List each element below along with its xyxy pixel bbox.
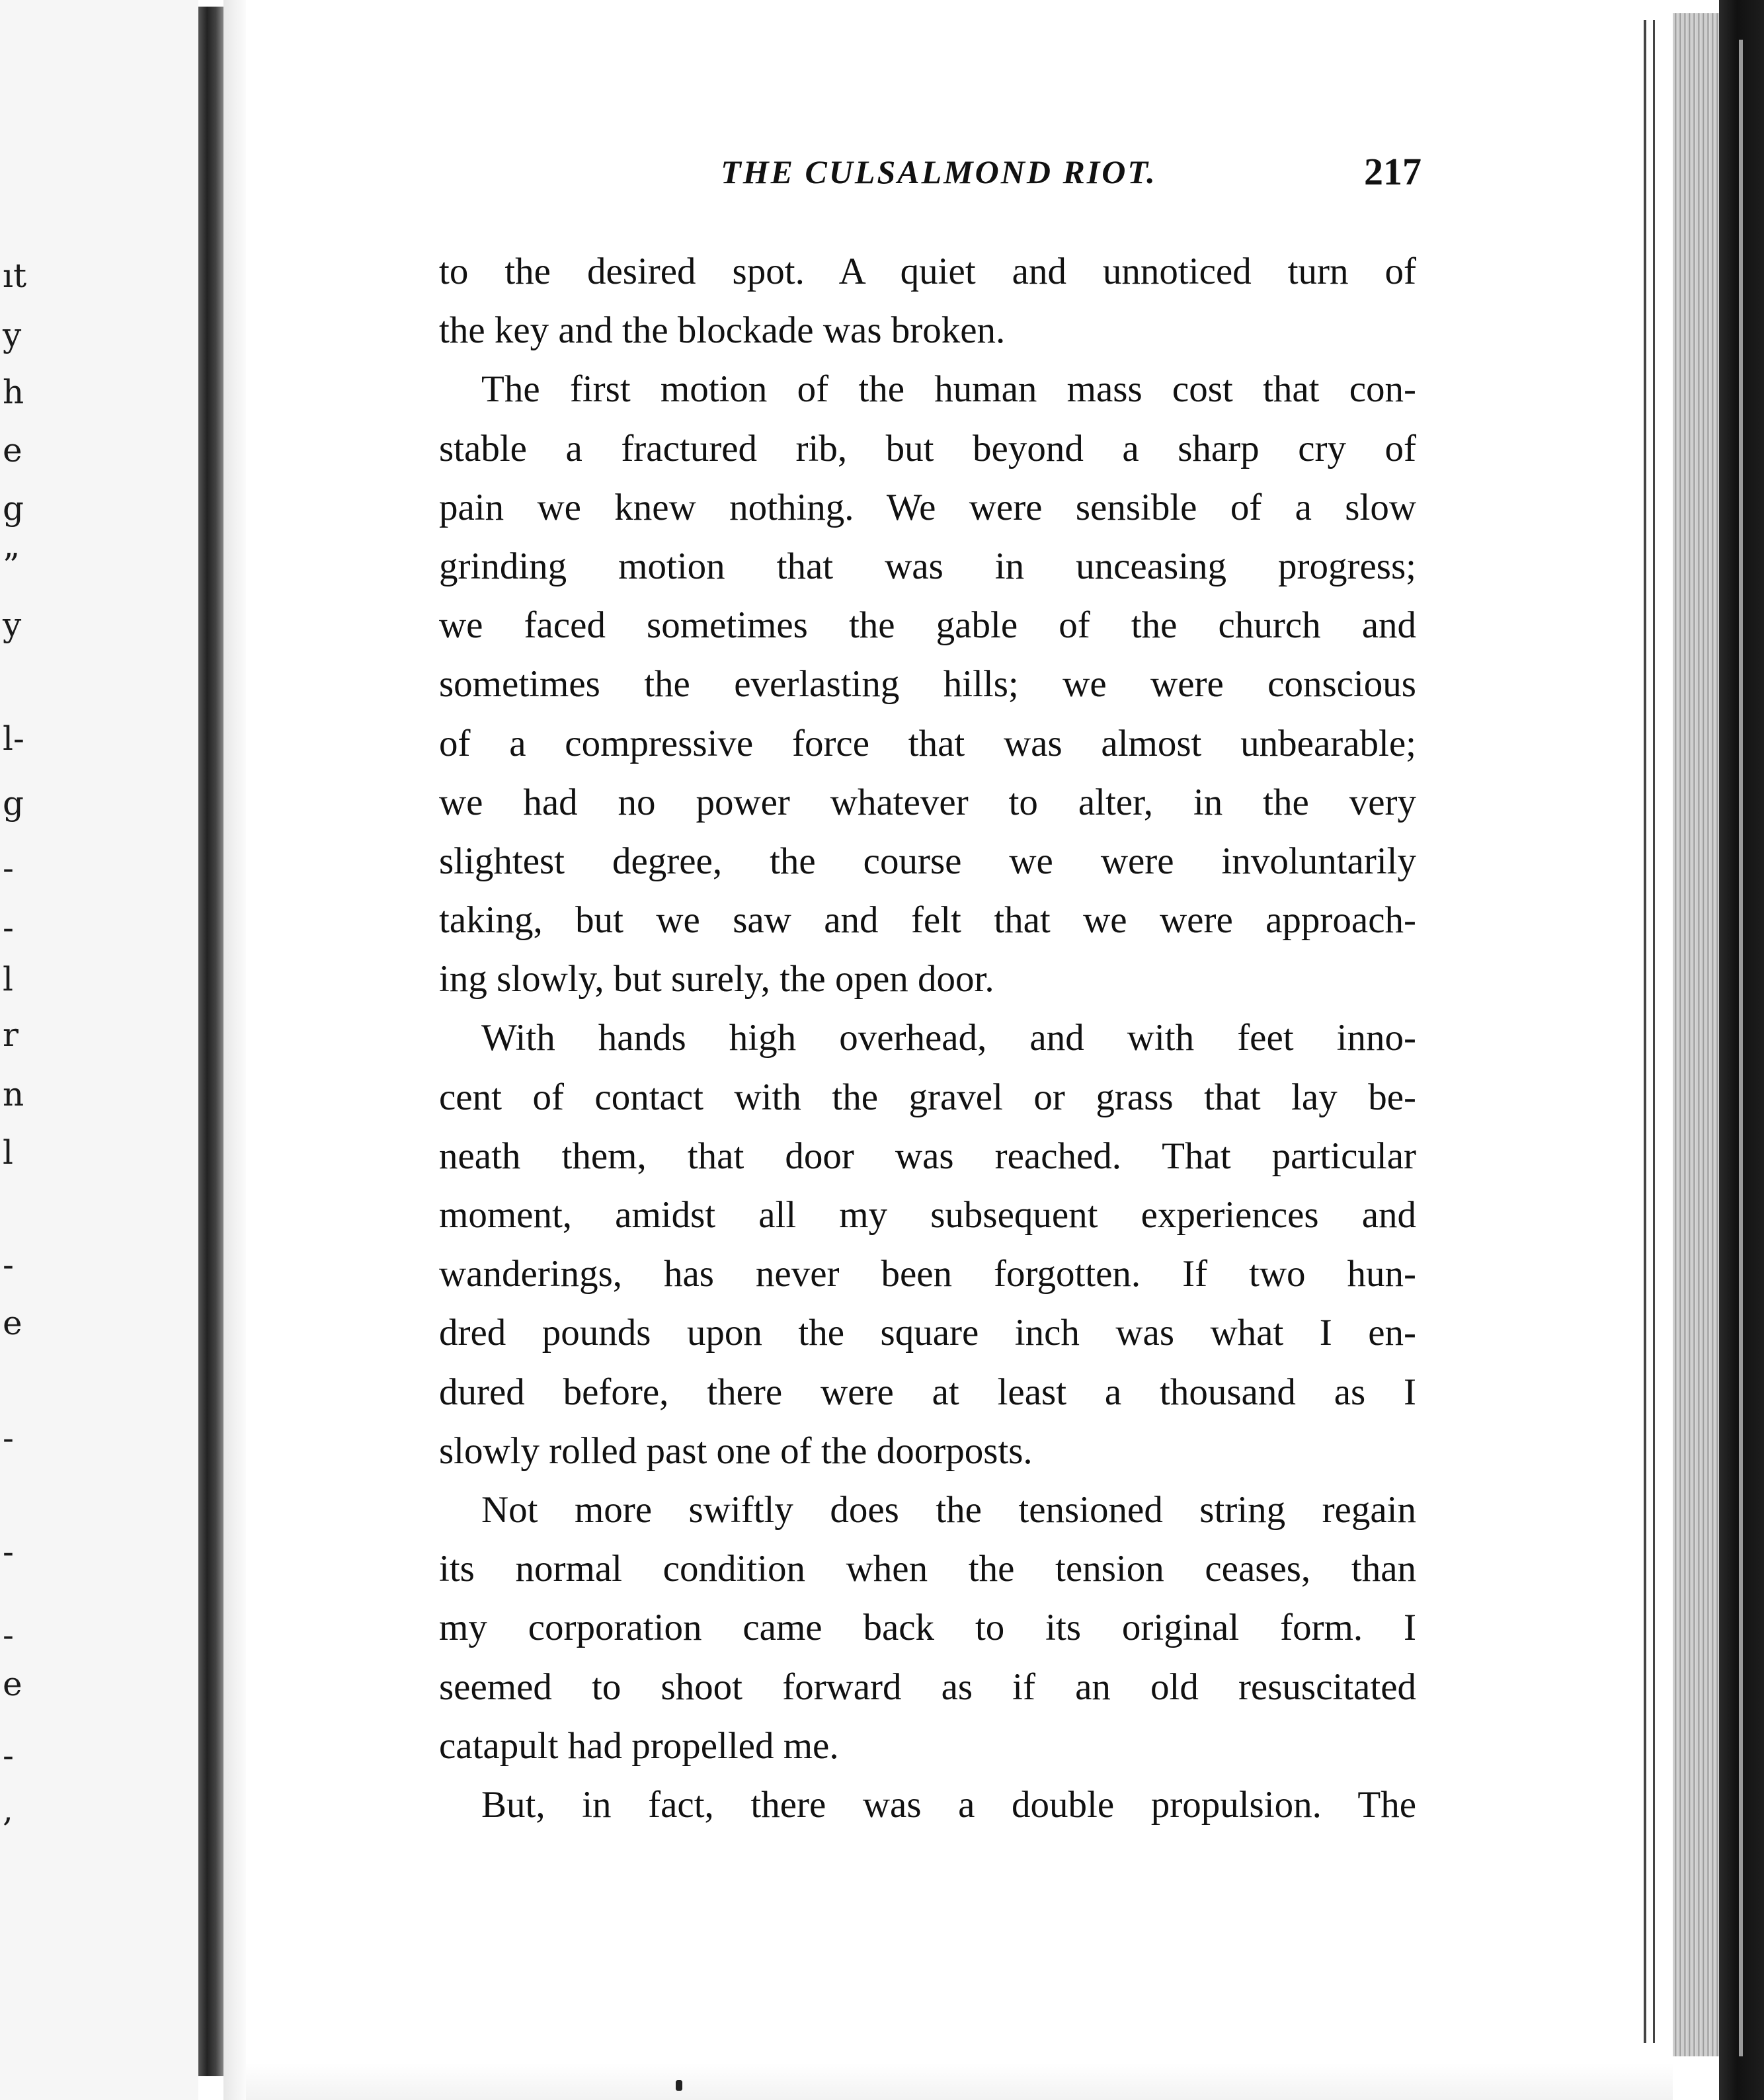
text-line: grinding motion that was in unceasing progress; xyxy=(439,545,1416,587)
cover-highlight xyxy=(1739,40,1743,2056)
fragment: l xyxy=(3,1133,13,1172)
fragment: - xyxy=(3,1616,14,1654)
page-edge-line xyxy=(1644,20,1646,2043)
gutter-shadow xyxy=(223,0,246,2100)
fragment: g xyxy=(3,784,24,823)
text-line: Not more swiftly does the tensioned string regain xyxy=(481,1488,1416,1531)
text-line: sometimes the everlasting hills; we were conscious xyxy=(439,663,1416,706)
fragment: l- xyxy=(3,719,24,758)
page-edge-line xyxy=(1653,20,1655,2043)
text-line: cent of contact with the gravel or grass that lay be- xyxy=(439,1076,1416,1118)
fragment: - xyxy=(3,1533,14,1571)
text-line: taking, but we saw and felt that we were approach- xyxy=(439,899,1416,942)
text-line: of a compressive force that was almost unbearable; xyxy=(439,722,1416,764)
text-line: slightest degree, the course we were involuntarily xyxy=(439,840,1416,882)
page-number: 217 xyxy=(1364,150,1422,193)
text-line: slowly rolled past one of the doorposts. xyxy=(439,1430,1033,1472)
text-line: we had no power whatever to alter, in the very xyxy=(439,781,1416,823)
text-line: With hands high overhead, and with feet inno- xyxy=(481,1017,1416,1059)
text-line: catapult had propelled me. xyxy=(439,1724,839,1767)
text-line: dred pounds upon the square inch was what I en- xyxy=(439,1312,1416,1354)
running-head: THE CULSALMOND RIOT. xyxy=(721,153,1157,190)
text-line: ing slowly, but surely, the open door. xyxy=(439,958,994,1000)
fragment: , xyxy=(3,1791,13,1829)
fragment: g xyxy=(3,489,24,528)
text-line: its normal condition when the tension ceases, than xyxy=(439,1548,1416,1590)
fragment: r xyxy=(3,1016,19,1054)
text-line: neath them, that door was reached. That particular xyxy=(439,1135,1416,1177)
fragment: ” xyxy=(3,546,20,585)
fragment: h xyxy=(3,373,24,411)
fragment: y xyxy=(3,606,22,644)
text-line: my corporation came back to its original form. I xyxy=(439,1607,1416,1649)
fragment: e xyxy=(3,1665,22,1703)
text-line: the key and the blockade was broken. xyxy=(439,309,1006,352)
fragment: e xyxy=(3,1304,22,1342)
body-text xyxy=(439,242,1416,1834)
fragment: - xyxy=(3,849,14,887)
text-line: dured before, there were at least a thousand as I xyxy=(439,1371,1416,1413)
text-line: to the desired spot. A quiet and unnoticed turn of xyxy=(439,251,1416,292)
text-line: stable a fractured rib, but beyond a sharp cry of xyxy=(439,427,1416,469)
fragment: - xyxy=(3,1246,14,1284)
previous-page-edge xyxy=(0,0,198,2100)
text-line: seemed to shoot forward as if an old resuscitated xyxy=(439,1666,1416,1708)
text-line: pain we knew nothing. We were sensible of a slow xyxy=(439,486,1416,528)
text-line: But, in fact, there was a double propulsion. The xyxy=(481,1783,1416,1826)
page-stack-edge xyxy=(1673,13,1719,2056)
fragment: - xyxy=(3,909,14,947)
fragment: - xyxy=(3,1736,14,1775)
fragment: ıt xyxy=(3,257,27,295)
fragment: l xyxy=(3,960,13,998)
previous-page-text-fragments xyxy=(0,0,40,2100)
ink-speck xyxy=(676,2080,682,2091)
fragment: n xyxy=(3,1075,24,1113)
text-line: we faced sometimes the gable of the church and xyxy=(439,604,1416,647)
fragment: y xyxy=(3,316,22,354)
text-line: wanderings, has never been forgotten. If two hun- xyxy=(439,1253,1416,1295)
text-line: moment, amidst all my subsequent experiences and xyxy=(439,1194,1416,1236)
text-line: The first motion of the human mass cost that con- xyxy=(481,368,1416,411)
book-binding-gutter xyxy=(198,7,223,2076)
bottom-margin-shade xyxy=(246,2063,1673,2100)
fragment: - xyxy=(3,1419,14,1457)
fragment: e xyxy=(3,431,22,469)
